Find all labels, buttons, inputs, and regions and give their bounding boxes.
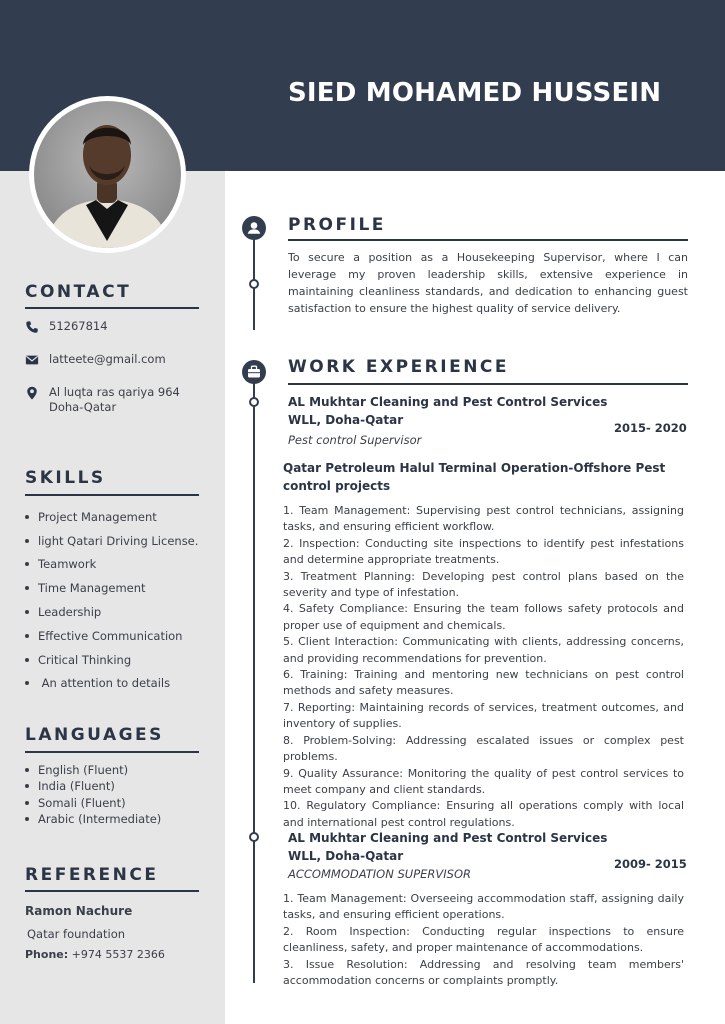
list-item: light Qatari Driving License. bbox=[25, 529, 198, 553]
work-divider bbox=[288, 383, 688, 385]
job-project: Qatar Petroleum Halul Terminal Operation-Offshore Pest control projects bbox=[283, 461, 666, 493]
duty-item: 4. Safety Compliance: Ensuring the team follows safety protocols and proper use of equipment and chemicals. bbox=[283, 602, 684, 632]
avatar bbox=[29, 96, 186, 253]
person-silhouette-icon bbox=[34, 101, 181, 248]
job-duties bbox=[283, 503, 684, 831]
address-line-1: Al luqta ras qariya 964 bbox=[49, 385, 180, 399]
duty-item: 3. Treatment Planning: Developing pest control plans based on the severity and type of infestation. bbox=[283, 569, 684, 600]
timeline-dot bbox=[249, 397, 259, 407]
duty-item: 8. Problem-Solving: Addressing escalated issues or complex pest problems. bbox=[283, 733, 684, 764]
phone-number: 51267814 bbox=[49, 319, 108, 333]
phone-icon bbox=[25, 320, 39, 334]
job-role: ACCOMMODATION SUPERVISOR bbox=[288, 867, 471, 881]
reference-phone: Phone: +974 5537 2366 bbox=[25, 948, 165, 961]
contact-address bbox=[25, 385, 180, 415]
job-years: 2015- 2020 bbox=[614, 421, 687, 435]
duty-item: 2. Inspection: Conducting site inspections to identify pest infestations and determine appropriate treatments. bbox=[283, 536, 684, 567]
skills-divider bbox=[25, 494, 199, 496]
timeline-dot bbox=[249, 279, 259, 289]
duty-item: 9. Quality Assurance: Monitoring the quality of pest control services to meet company and client standards. bbox=[283, 766, 684, 796]
duty-item: 2. Room Inspection: Conducting regular inspections to ensure cleanliness, safety, and proper maintenance of accommodations. bbox=[283, 924, 684, 955]
reference-name: Ramon Nachure bbox=[25, 904, 133, 918]
contact-heading: CONTACT bbox=[25, 282, 132, 302]
profile-photo bbox=[34, 101, 181, 248]
profile-divider bbox=[288, 239, 688, 241]
profile-section-marker bbox=[242, 216, 266, 240]
list-item: An attention to details bbox=[25, 672, 198, 696]
duty-item: 5. Client Interaction: Communicating with clients, addressing concerns, and providing recommendations for prevention. bbox=[283, 635, 684, 665]
languages-list bbox=[25, 762, 161, 827]
contact-divider bbox=[25, 307, 199, 309]
list-item: Effective Communication bbox=[25, 624, 198, 648]
list-item: Arabic (Intermediate) bbox=[25, 811, 161, 827]
list-item: English (Fluent) bbox=[25, 762, 161, 778]
candidate-name: SIED MOHAMED HUSSEIN bbox=[288, 78, 662, 108]
duty-item: 1. Team Management: Supervising pest control technicians, assigning tasks, and ensuring efficient workflow. bbox=[283, 504, 684, 534]
address-line-2: Doha-Qatar bbox=[49, 400, 117, 414]
languages-heading: LANGUAGES bbox=[25, 725, 164, 745]
duty-item: 6. Training: Training and mentoring new technicians on pest control methods and safety measures. bbox=[283, 668, 684, 698]
list-item: India (Fluent) bbox=[25, 778, 161, 794]
duty-item: 3. Issue Resolution: Addressing and resolving team members' accommodation concerns or complaints promptly. bbox=[283, 957, 684, 988]
reference-heading: REFERENCE bbox=[25, 865, 159, 885]
envelope-icon bbox=[25, 353, 39, 367]
list-item: Teamwork bbox=[25, 553, 198, 577]
timeline-dot bbox=[249, 832, 259, 842]
contact-phone bbox=[25, 319, 108, 334]
profile-heading: PROFILE bbox=[288, 215, 386, 235]
job-company: AL Mukhtar Cleaning and Pest Control Services WLL, Doha-Qatar bbox=[288, 831, 608, 863]
list-item: Critical Thinking bbox=[25, 648, 198, 672]
work-section-marker bbox=[242, 360, 266, 384]
reference-divider bbox=[25, 890, 199, 892]
list-item: Somali (Fluent) bbox=[25, 795, 161, 811]
user-icon bbox=[242, 216, 266, 240]
list-item: Time Management bbox=[25, 576, 198, 600]
skills-list bbox=[25, 505, 198, 695]
duty-item: 7. Reporting: Maintaining records of services, treatment outcomes, and inventory of supplies. bbox=[283, 700, 684, 731]
profile-summary: To secure a position as a Housekeeping Supervisor, where I can leverage my proven leadership skills, extensive experience in maintaining cleanliness standards, and dedication to enhancing guest satisfaction to ensure the highest quality of service delivery. bbox=[288, 251, 688, 315]
list-item: Leadership bbox=[25, 600, 198, 624]
timeline-line-work bbox=[253, 383, 255, 983]
duty-item: 10. Regulatory Compliance: Ensuring all operations comply with local and international pest control regulations. bbox=[283, 799, 684, 829]
job-years: 2009- 2015 bbox=[614, 857, 687, 871]
map-pin-icon bbox=[25, 386, 39, 400]
work-heading: WORK EXPERIENCE bbox=[288, 357, 510, 377]
contact-email bbox=[25, 352, 166, 367]
email-address: latteete@gmail.com bbox=[49, 352, 166, 366]
languages-divider bbox=[25, 751, 199, 753]
job-duties bbox=[283, 891, 684, 989]
list-item: Project Management bbox=[25, 505, 198, 529]
briefcase-icon bbox=[242, 360, 266, 384]
duty-item: 1. Team Management: Overseeing accommodation staff, assigning daily tasks, and ensuring efficient operations. bbox=[283, 892, 684, 922]
job-company: AL Mukhtar Cleaning and Pest Control Services WLL, Doha-Qatar bbox=[288, 395, 608, 427]
skills-heading: SKILLS bbox=[25, 468, 106, 488]
reference-organization: Qatar foundation bbox=[27, 927, 126, 941]
job-role: Pest control Supervisor bbox=[288, 433, 422, 447]
